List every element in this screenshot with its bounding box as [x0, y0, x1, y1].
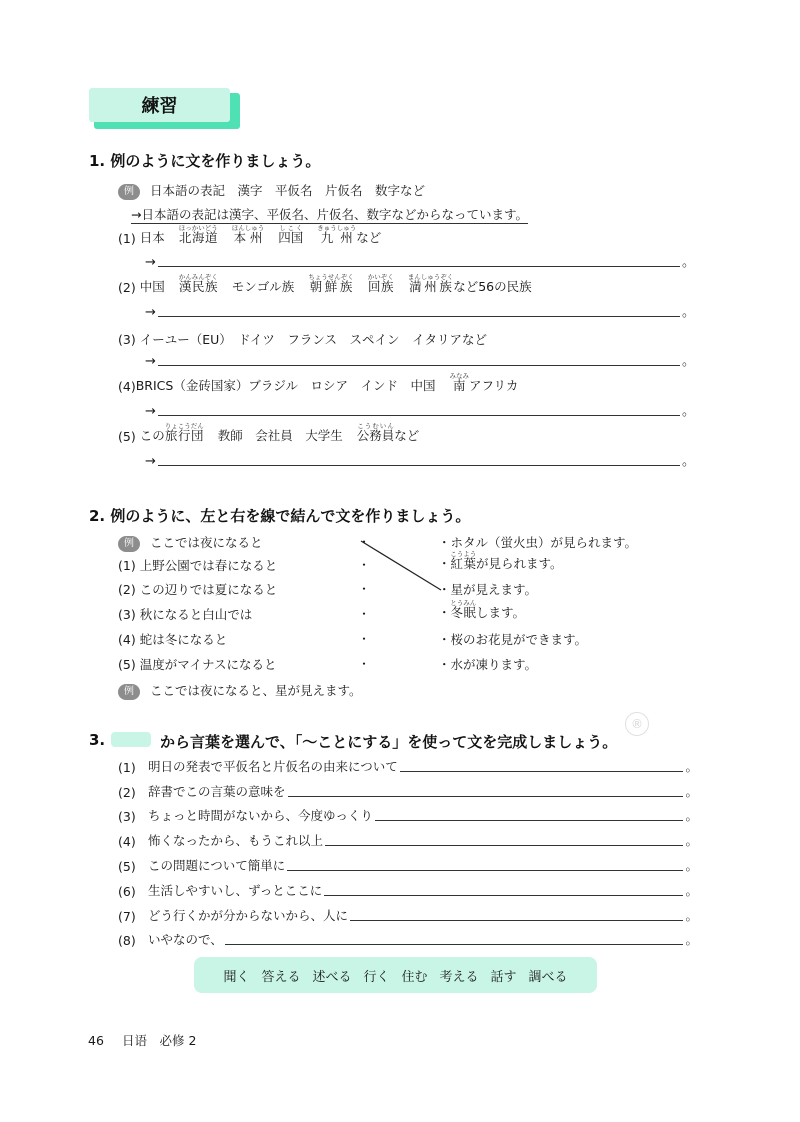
- q3-item-7[interactable]: (7) どう行くかが分からないから、人に 。: [118, 908, 698, 924]
- q2-right-6: ・水が凍ります。: [438, 657, 538, 672]
- q2-heading: 2. 例のように、左と右を線で結んで文を作りましょう。: [89, 507, 471, 525]
- page-title: 練習: [89, 88, 230, 122]
- example-badge: 例: [118, 684, 140, 700]
- example-badge: 例: [118, 536, 140, 552]
- q2-left-dot[interactable]: ・: [358, 535, 371, 549]
- q3-heading-number: 3.: [89, 731, 106, 749]
- q2-left-dot[interactable]: ・: [358, 582, 371, 596]
- watermark-registered-icon: ®: [625, 712, 649, 736]
- word-bank-color-key: [111, 732, 151, 747]
- word-bank-item[interactable]: 話す: [490, 969, 517, 985]
- q1-answer-line-1[interactable]: → 。: [145, 255, 695, 270]
- q1-example-answer: →日本語の表記は漢字、平仮名、片仮名、数字などからなっています。: [131, 207, 528, 222]
- q1-item-1: (1) 日本 北海道ほっかいどう 本州ほんしゅう 四国しこく 九州きゅうしゅう など: [118, 224, 382, 246]
- q2-right-4: ・冬眠とうみんします。: [438, 599, 526, 620]
- q2-right-1: ・ホタル（蛍火虫）が見られます。: [438, 535, 638, 550]
- word-bank: [194, 957, 597, 993]
- q2-right-2: ・紅葉こうようが見られます。: [438, 550, 563, 571]
- word-bank-item[interactable]: 考える: [439, 969, 479, 985]
- q2-left-2: (2) この辺りでは夏になると: [118, 582, 278, 597]
- q2-left-4: (4) 蛇は冬になると: [118, 632, 228, 647]
- q1-answer-line-4[interactable]: → 。: [145, 404, 695, 419]
- book-title: 日语 必修 2: [121, 1033, 197, 1048]
- word-bank-item[interactable]: 述べる: [312, 969, 352, 985]
- q2-left-3: (3) 秋になると白山では: [118, 607, 253, 622]
- q2-left-5: (5) 温度がマイナスになると: [118, 657, 277, 672]
- q1-answer-line-5[interactable]: → 。: [145, 454, 695, 469]
- q3-item-4[interactable]: (4) 怖くなったから、もうこれ以上 。: [118, 833, 698, 849]
- q3-item-1[interactable]: (1) 明日の発表で平仮名と片仮名の由来について 。: [118, 759, 698, 775]
- word-bank-item[interactable]: 聞く: [223, 969, 250, 985]
- q1-example: [118, 181, 425, 200]
- q1-answer-line-2[interactable]: → 。: [145, 305, 695, 320]
- word-bank-item[interactable]: 答える: [261, 969, 301, 985]
- q2-left-dot[interactable]: ・: [358, 558, 371, 572]
- q2-example-answer: 例 ここでは夜になると、星が見えます。: [118, 681, 362, 700]
- word-bank-item[interactable]: 行く: [363, 969, 390, 985]
- q1-item-4: (4) BRICS（金砖国家）ブラジル ロシア インド 中国 南みなみ アフリカ: [118, 372, 519, 394]
- example-badge: 例: [118, 184, 140, 200]
- q3-item-3[interactable]: (3) ちょっと時間がないから、今度ゆっくり 。: [118, 808, 698, 824]
- q2-left-dot[interactable]: ・: [358, 632, 371, 646]
- q2-right-5: ・桜のお花見ができます。: [438, 632, 588, 647]
- q3-item-6[interactable]: (6) 生活しやすいし、ずっとここに 。: [118, 883, 698, 899]
- q3-item-2[interactable]: (2) 辞書でこの言葉の意味を 。: [118, 784, 698, 800]
- q3-item-5[interactable]: (5) この問題について簡単に 。: [118, 858, 698, 874]
- q2-left-1: (1) 上野公園では春になると: [118, 558, 278, 573]
- q1-item-2: (2) 中国 漢民族かんみんぞく モンゴル族 朝鮮族ちょうせんぞく 回族かいぞく 満州族まんしゅうぞく など56の民族: [118, 273, 532, 295]
- q1-example-text: 日本語の表記 漢字 平仮名 片仮名 数字など: [149, 183, 425, 198]
- q2-left-dot[interactable]: ・: [358, 657, 371, 671]
- q1-item-5: (5) この 旅行団りょこうだん 教師 会社員 大学生 公務員こうむいん など: [118, 422, 420, 444]
- q2-left-example: 例 ここでは夜になると: [118, 533, 263, 552]
- q2-left-dot[interactable]: ・: [358, 607, 371, 621]
- page-number: 46: [88, 1033, 104, 1048]
- q2-right-3: ・星が見えます。: [438, 582, 538, 597]
- page-footer: [88, 1031, 196, 1049]
- word-bank-item[interactable]: 調べる: [528, 969, 568, 985]
- q3-heading: から言葉を選んで、「～ことにする」を使って文を完成しましょう。: [160, 733, 618, 751]
- q2-example-connector-line: [355, 535, 450, 595]
- q3-item-8[interactable]: (8) いやなので、 。: [118, 932, 698, 948]
- word-bank-item[interactable]: 住む: [401, 969, 428, 985]
- q1-item-3: (3) イーユー（EU） ドイツ フランス スペイン イタリアなど: [118, 332, 488, 347]
- q1-heading: 1. 例のように文を作りましょう。: [89, 152, 321, 170]
- q1-answer-line-3[interactable]: → 。: [145, 354, 695, 369]
